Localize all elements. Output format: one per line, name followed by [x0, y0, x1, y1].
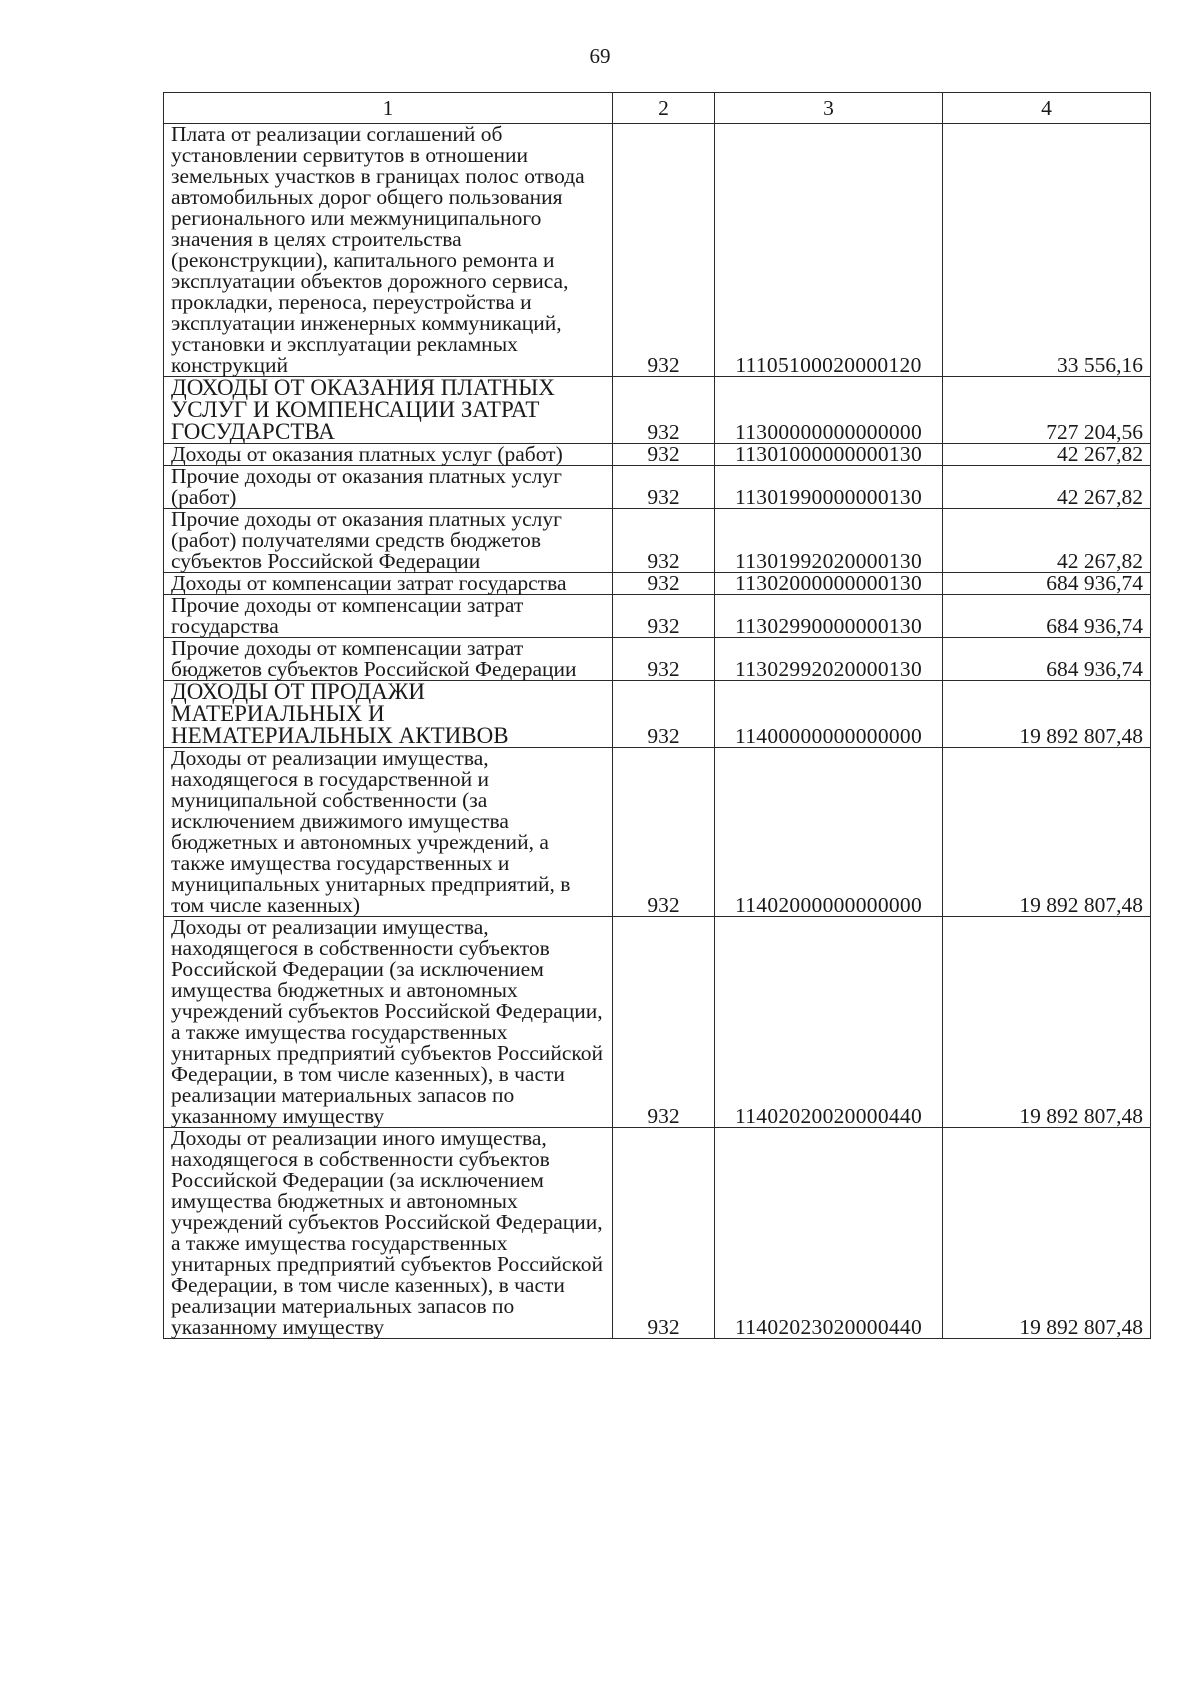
table-row-section — [164, 377, 1151, 444]
row-name: Прочие доходы от компенсации затрат бюджетов субъектов Российской Федерации — [164, 638, 613, 681]
row-budget-code: 11302990000000130 — [715, 595, 943, 638]
row-amount: 19 892 807,48 — [943, 681, 1151, 748]
table-row-section — [164, 681, 1151, 748]
row-admin-code: 932 — [613, 573, 715, 595]
row-admin-code: 932 — [613, 509, 715, 573]
row-name: Доходы от реализации имущества, находящегося в государственной и муниципальной собственности (за исключением движимого имущества бюджетных и автономных учреждений, а также имущества государственных и муниципальных унитарных предприятий, в том числе казенных) — [164, 748, 613, 917]
row-name: Прочие доходы от компенсации затрат государства — [164, 595, 613, 638]
row-amount: 684 936,74 — [943, 595, 1151, 638]
row-amount: 33 556,16 — [943, 124, 1151, 377]
table-row — [164, 748, 1151, 917]
row-name: Прочие доходы от оказания платных услуг (работ) получателями средств бюджетов субъектов Российской Федерации — [164, 509, 613, 573]
row-name: Доходы от компенсации затрат государства — [164, 573, 613, 595]
table-row — [164, 1128, 1151, 1339]
table-row — [164, 595, 1151, 638]
table-row — [164, 573, 1151, 595]
row-budget-code: 11402000000000000 — [715, 748, 943, 917]
header-row — [164, 93, 1151, 124]
table-row — [164, 124, 1151, 377]
row-name: ДОХОДЫ ОТ ОКАЗАНИЯ ПЛАТНЫХ УСЛУГ И КОМПЕНСАЦИИ ЗАТРАТ ГОСУДАРСТВА — [164, 377, 613, 444]
header-col-1: 1 — [164, 93, 613, 124]
row-amount: 19 892 807,48 — [943, 748, 1151, 917]
table-row — [164, 509, 1151, 573]
row-admin-code: 932 — [613, 681, 715, 748]
row-admin-code: 932 — [613, 444, 715, 466]
row-name: Прочие доходы от оказания платных услуг (работ) — [164, 466, 613, 509]
row-budget-code: 11300000000000000 — [715, 377, 943, 444]
row-admin-code: 932 — [613, 638, 715, 681]
row-amount: 727 204,56 — [943, 377, 1151, 444]
header-col-2: 2 — [613, 93, 715, 124]
row-name: Доходы от реализации иного имущества, находящегося в собственности субъектов Российской Федерации (за исключением имущества бюджетных и автономных учреждений субъектов Российской Федерации, а также имущества государственных унитарных предприятий субъектов Российской Федерации, в том числе казенных), в части реализации материальных запасов по указанному имуществу — [164, 1128, 613, 1339]
row-budget-code: 11302000000000130 — [715, 573, 943, 595]
row-amount: 684 936,74 — [943, 573, 1151, 595]
row-amount: 42 267,82 — [943, 444, 1151, 466]
row-budget-code: 11402020020000440 — [715, 917, 943, 1128]
table-row — [164, 444, 1151, 466]
row-name: Доходы от оказания платных услуг (работ) — [164, 444, 613, 466]
row-admin-code: 932 — [613, 1128, 715, 1339]
row-name: ДОХОДЫ ОТ ПРОДАЖИ МАТЕРИАЛЬНЫХ И НЕМАТЕРИАЛЬНЫХ АКТИВОВ — [164, 681, 613, 748]
row-budget-code: 11105100020000120 — [715, 124, 943, 377]
row-amount: 19 892 807,48 — [943, 1128, 1151, 1339]
row-budget-code: 11302992020000130 — [715, 638, 943, 681]
table-row — [164, 917, 1151, 1128]
page-number: 69 — [589, 44, 611, 68]
row-budget-code: 11301992020000130 — [715, 509, 943, 573]
row-amount: 19 892 807,48 — [943, 917, 1151, 1128]
row-amount: 42 267,82 — [943, 509, 1151, 573]
revenue-table — [163, 92, 1151, 1339]
row-admin-code: 932 — [613, 748, 715, 917]
row-budget-code: 11402023020000440 — [715, 1128, 943, 1339]
row-admin-code: 932 — [613, 466, 715, 509]
row-name: Плата от реализации соглашений об установлении сервитутов в отношении земельных участков в границах полос отвода автомобильных дорог общего пользования регионального или межмуниципального значения в целях строительства (реконструкции), капитального ремонта и эксплуатации объектов дорожного сервиса, прокладки, переноса, переустройства и эксплуатации инженерных коммуникаций, установки и эксплуатации рекламных конструкций — [164, 124, 613, 377]
row-amount: 42 267,82 — [943, 466, 1151, 509]
table-row — [164, 466, 1151, 509]
row-budget-code: 11301000000000130 — [715, 444, 943, 466]
row-budget-code: 11301990000000130 — [715, 466, 943, 509]
row-amount: 684 936,74 — [943, 638, 1151, 681]
row-budget-code: 11400000000000000 — [715, 681, 943, 748]
table-row — [164, 638, 1151, 681]
row-admin-code: 932 — [613, 917, 715, 1128]
row-admin-code: 932 — [613, 124, 715, 377]
row-admin-code: 932 — [613, 377, 715, 444]
row-name: Доходы от реализации имущества, находящегося в собственности субъектов Российской Федерации (за исключением имущества бюджетных и автономных учреждений субъектов Российской Федерации, а также имущества государственных унитарных предприятий субъектов Российской Федерации, в том числе казенных), в части реализации материальных запасов по указанному имуществу — [164, 917, 613, 1128]
row-admin-code: 932 — [613, 595, 715, 638]
header-col-4: 4 — [943, 93, 1151, 124]
header-col-3: 3 — [715, 93, 943, 124]
